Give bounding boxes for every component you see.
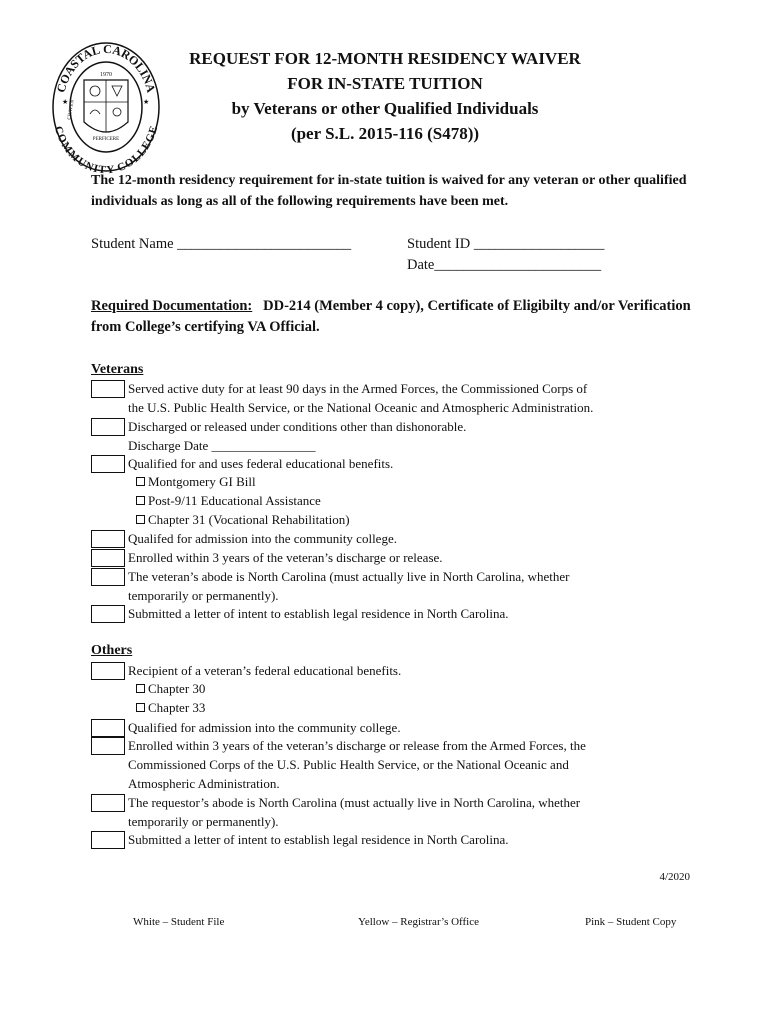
- seal-year: 1970: [100, 72, 112, 78]
- veterans-line: Discharged or released under conditions other than dishonorable.: [128, 419, 467, 434]
- others-recipient-checkbox[interactable]: [91, 662, 125, 680]
- benefit-option-chapter31[interactable]: [136, 512, 350, 528]
- small-checkbox[interactable]: [136, 477, 145, 486]
- veterans-discharged-checkbox[interactable]: [91, 418, 125, 436]
- others-line: The requestor’s abode is North Carolina (must actually live in North Carolina, whether: [128, 795, 581, 810]
- others-abode-checkbox[interactable]: [91, 794, 125, 812]
- veterans-line: Enrolled within 3 years of the veteran’s discharge or release.: [128, 550, 443, 565]
- seal-ring-bottom: COMMUNITY COLLEGE: [51, 124, 161, 175]
- veterans-active-duty-checkbox[interactable]: [91, 380, 125, 398]
- discharge-date-field[interactable]: Discharge Date ________________: [128, 438, 316, 453]
- benefit-label: Post-9/11 Educational Assistance: [148, 493, 321, 508]
- form-title-line1: REQUEST FOR 12-MONTH RESIDENCY WAIVER: [189, 49, 581, 68]
- benefit-option-post911[interactable]: [136, 493, 321, 509]
- veterans-line: temporarily or permanently).: [128, 588, 279, 603]
- seal-county: CRAVEN: [67, 99, 76, 121]
- others-line: temporarily or permanently).: [128, 814, 279, 829]
- benefit-option-chapter33[interactable]: [136, 700, 205, 716]
- benefit-label: Montgomery GI Bill: [148, 474, 256, 489]
- others-line: Atmospheric Administration.: [128, 776, 280, 791]
- benefit-option-chapter30[interactable]: [136, 681, 205, 697]
- veterans-line: Qualified for and uses federal educational benefits.: [128, 456, 394, 471]
- revision-date: 4/2020: [659, 871, 690, 883]
- others-line: Qualified for admission into the community college.: [128, 720, 401, 735]
- small-checkbox[interactable]: [136, 515, 145, 524]
- seal-motto: PERFICERE: [92, 137, 120, 142]
- veterans-line: The veteran’s abode is North Carolina (must actually live in North Carolina, whether: [128, 569, 570, 584]
- required-documentation-label: Required Documentation:: [91, 298, 253, 314]
- others-line: Enrolled within 3 years of the veteran’s discharge or release from the Armed Forces, the: [128, 738, 586, 753]
- veterans-admission-checkbox[interactable]: [91, 530, 125, 548]
- veterans-line: the U.S. Public Health Service, or the National Oceanic and Atmospheric Administration.: [128, 400, 594, 415]
- others-enrolled-checkbox[interactable]: [91, 737, 125, 755]
- date-field[interactable]: Date_______________________: [407, 257, 602, 273]
- benefit-label: Chapter 31 (Vocational Rehabilitation): [148, 512, 350, 527]
- footer-yellow-copy: Yellow – Registrar’s Office: [358, 916, 479, 928]
- others-letter-checkbox[interactable]: [91, 831, 125, 849]
- seal-ring-top: COASTAL CAROLINA: [53, 41, 159, 95]
- veterans-benefits-checkbox[interactable]: [91, 455, 125, 473]
- small-checkbox[interactable]: [136, 703, 145, 712]
- form-title-line3: by Veterans or other Qualified Individuals: [231, 99, 539, 118]
- form-title-line4: (per S.L. 2015-116 (S478)): [290, 124, 480, 143]
- footer-white-copy: White – Student File: [133, 916, 225, 928]
- veterans-line: Served active duty for at least 90 days in the Armed Forces, the Commissioned Corps of: [128, 381, 588, 396]
- college-seal-logo: [50, 40, 162, 175]
- student-name-field[interactable]: Student Name ________________________: [91, 236, 352, 252]
- required-documentation-text: DD-214 (Member 4 copy), Certificate of Eligibilty and/or Verification from College’s certifying VA Official.: [91, 298, 691, 335]
- intro-paragraph: The 12-month residency requirement for in-state tuition is waived for any veteran or other qualified individuals as long as all of the following requirements have been met.: [91, 173, 687, 209]
- benefit-option-montgomery[interactable]: [136, 474, 256, 490]
- others-line: Commissioned Corps of the U.S. Public Health Service, or the National Oceanic and: [128, 757, 569, 772]
- veterans-enrolled-checkbox[interactable]: [91, 549, 125, 567]
- required-documentation: [91, 296, 711, 338]
- veterans-letter-checkbox[interactable]: [91, 605, 125, 623]
- others-line: Recipient of a veteran’s federal educational benefits.: [128, 663, 402, 678]
- veterans-line: Qualifed for admission into the community college.: [128, 531, 397, 546]
- benefit-label: Chapter 30: [148, 681, 206, 696]
- form-title-line2: FOR IN-STATE TUITION: [287, 74, 483, 93]
- others-heading: Others: [91, 643, 133, 658]
- small-checkbox[interactable]: [136, 684, 145, 693]
- footer-pink-copy: Pink – Student Copy: [585, 916, 677, 928]
- veterans-abode-checkbox[interactable]: [91, 568, 125, 586]
- small-checkbox[interactable]: [136, 496, 145, 505]
- svg-text:★: ★: [62, 99, 69, 106]
- benefit-label: Chapter 33: [148, 700, 206, 715]
- others-admission-checkbox[interactable]: [91, 719, 125, 737]
- veterans-line: Submitted a letter of intent to establish legal residence in North Carolina.: [128, 606, 509, 621]
- others-line: Submitted a letter of intent to establish legal residence in North Carolina.: [128, 832, 509, 847]
- svg-text:★: ★: [143, 99, 150, 106]
- student-id-field[interactable]: Student ID __________________: [407, 236, 605, 252]
- veterans-heading: Veterans: [91, 362, 144, 377]
